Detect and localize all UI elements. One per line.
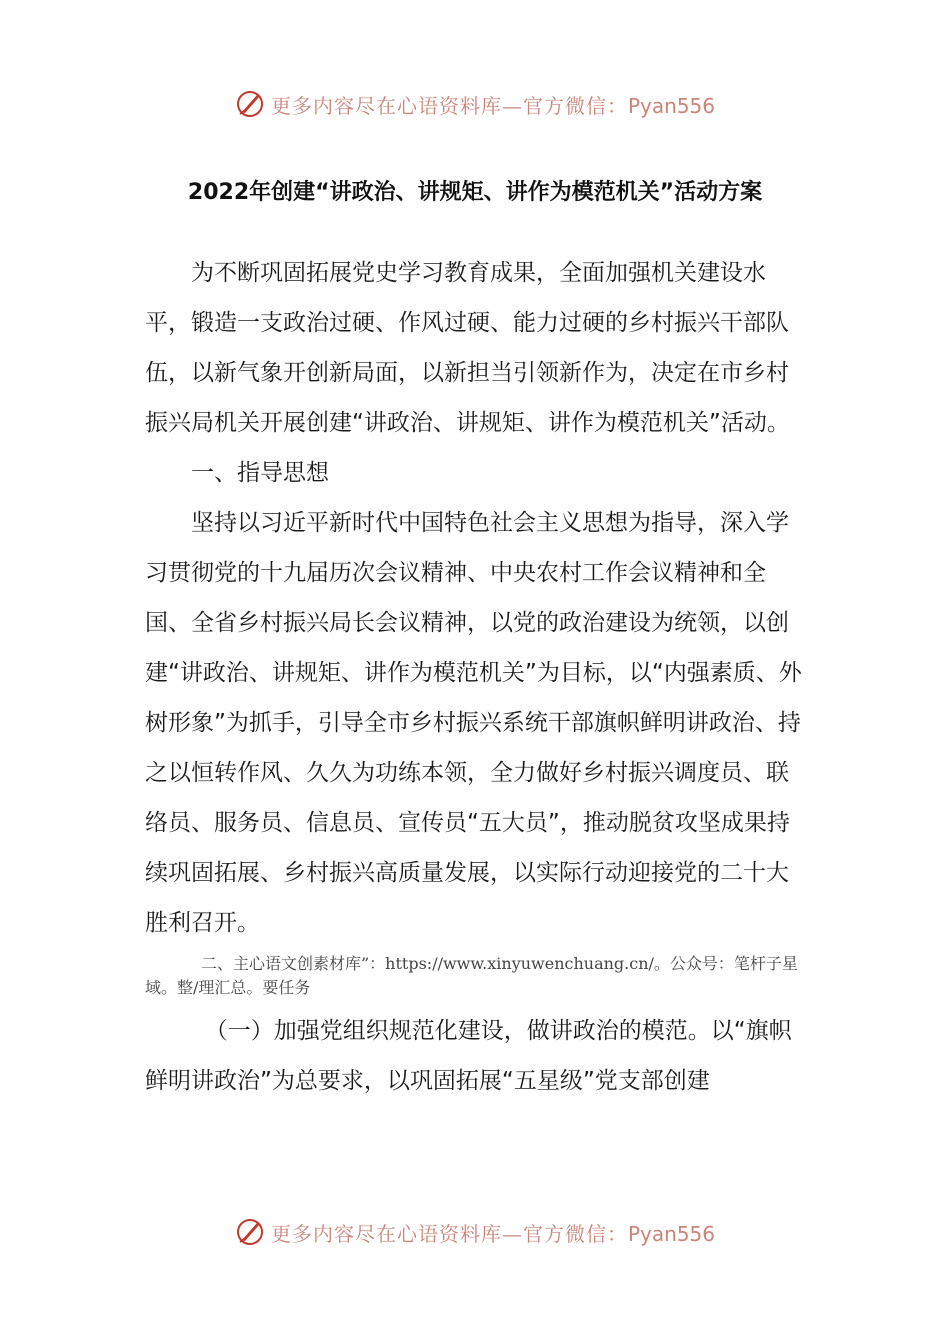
watermark-footer: [0, 1212, 950, 1252]
task-item-1-paragraph: （一）加强党组织规范化建设，做讲政治的模范。以“旗帜鲜明讲政治”为总要求，以巩固拓展“五星级”党支部创建: [145, 1018, 792, 1094]
source-note: 二、主心语文创素材库”：https://www.xinyuwenchuang.cn/。公众号：笔杆子星域。整/理汇总。要任务: [145, 954, 798, 997]
quill-logo-icon: [235, 89, 265, 119]
section-heading-guiding-ideology: 一、指导思想: [191, 460, 329, 486]
watermark-label: 更多内容尽在心语资料库—官方微信：: [270, 93, 628, 118]
intro-paragraph: 为不断巩固拓展党史学习教育成果，全面加强机关建设水平，锻造一支政治过硬、作风过硬、能力过硬的乡村振兴干部队伍，以新气象开创新局面，以新担当引领新作为，决定在市乡村振兴局机关开展创建“讲政治、讲规矩、讲作为模范机关”活动。: [145, 260, 790, 436]
watermark-text: [271, 1218, 715, 1247]
document-title: 2022年创建“讲政治、讲规矩、讲作为模范机关”活动方案: [187, 180, 763, 205]
watermark-text: [271, 90, 715, 119]
watermark-wechat-id: Pyan556: [627, 93, 715, 118]
guiding-ideology-paragraph: 坚持以习近平新时代中国特色社会主义思想为指导，深入学习贯彻党的十九届历次会议精神、中央农村工作会议精神和全国、全省乡村振兴局长会议精神，以党的政治建设为统领，以创建“讲政治、讲规矩、讲作为模范机关”为目标，以“内强素质、外树形象”为抓手，引导全市乡村振兴系统干部旗帜鲜明讲政治、持之以恒转作风、久久为功练本领，全力做好乡村振兴调度员、联络员、服务员、信息员、宣传员“五大员”，推动脱贫攻坚成果持续巩固拓展、乡村振兴高质量发展，以实际行动迎接党的二十大胜利召开。: [145, 510, 802, 936]
quill-logo-icon: [235, 1217, 265, 1247]
watermark-label: 更多内容尽在心语资料库—官方微信：: [270, 1221, 628, 1246]
watermark-wechat-id: Pyan556: [627, 1221, 715, 1246]
watermark-header: [0, 84, 950, 124]
document-body: [145, 248, 805, 1106]
